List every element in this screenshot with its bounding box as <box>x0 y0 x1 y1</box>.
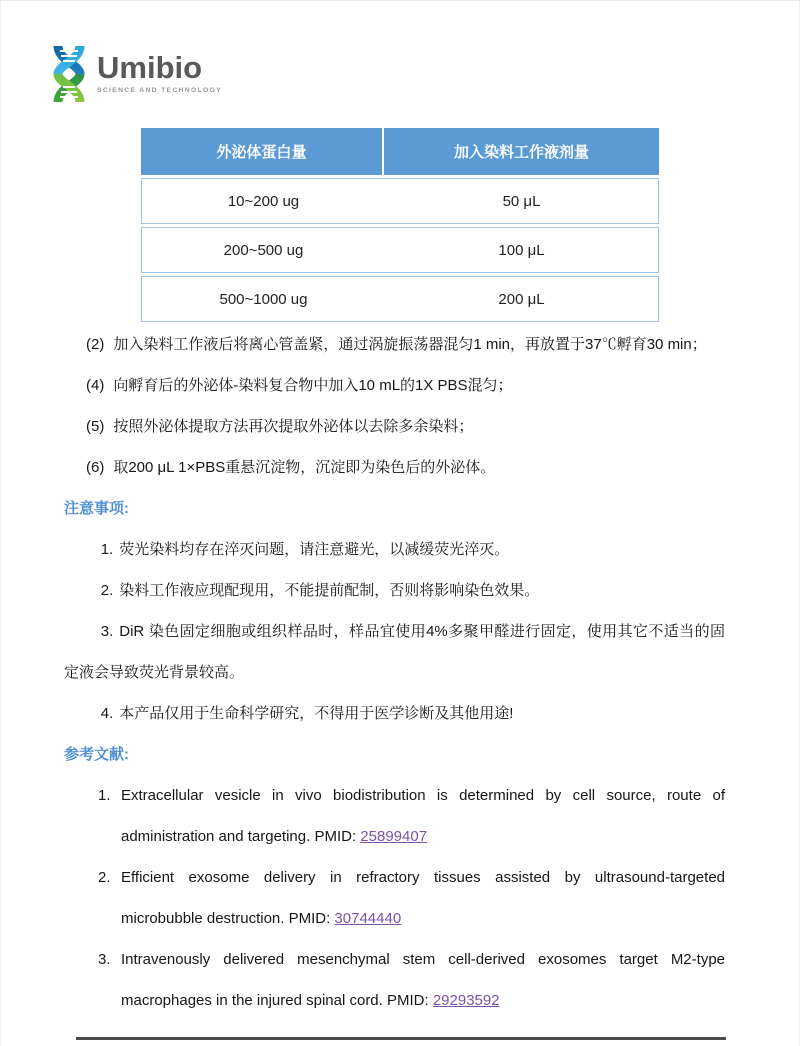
reference-number: 2. <box>98 869 111 886</box>
pmid-link[interactable]: 30744440 <box>334 910 402 927</box>
table-cell-protein: 10~200 ug <box>227 192 300 210</box>
step-text: 加入染料工作液后将离心管盖紧，通过涡旋振荡器混匀1 min，再放置于37℃孵育30 min； <box>113 336 707 353</box>
note-item <box>64 693 725 734</box>
dye-dosage-table <box>141 128 659 322</box>
section-heading-references: 参考文献: <box>64 746 129 763</box>
reference-citation: Efficient exosome delivery in refractory tissues assisted by ultrasound-targeted microbubble destruction. PMID: <box>121 869 725 927</box>
table-cell-volume: 200 μL <box>498 290 545 308</box>
note-text: DiR 染色固定细胞或组织样品时，样品宜使用4%多聚甲醛进行固定，使用其它不适当的固定液会导致荧光背景较高。 <box>64 623 725 681</box>
step-text: 按照外泌体提取方法再次提取外泌体以去除多余染料； <box>113 418 474 435</box>
footer-divider <box>76 1037 726 1040</box>
note-number: 3. <box>100 623 114 640</box>
reference-item <box>64 857 725 939</box>
reference-number: 1. <box>98 787 111 804</box>
document-body <box>64 324 725 1021</box>
note-text: 本产品仅用于生命科学研究，不得用于医学诊断及其他用途! <box>119 705 514 722</box>
brand-tagline: SCIENCE AND TECHNOLOGY <box>97 87 223 94</box>
note-number: 1. <box>100 541 114 558</box>
reference-number: 3. <box>98 951 111 968</box>
note-number: 2. <box>100 582 114 599</box>
reference-item <box>64 775 725 857</box>
protocol-step <box>64 365 725 406</box>
protocol-step <box>64 447 725 488</box>
table-row <box>141 276 659 322</box>
section-heading-notes: 注意事项: <box>64 500 129 517</box>
step-text: 向孵育后的外泌体-染料复合物中加入10 mL的1X PBS混匀； <box>113 377 513 394</box>
table-header-row <box>141 128 659 175</box>
step-number: (6) <box>86 459 105 476</box>
reference-citation: Extracellular vesicle in vivo biodistribution is determined by cell source, route of administration and targeting. PMID: <box>121 787 725 845</box>
reference-item <box>64 939 725 1021</box>
table-row <box>141 227 659 273</box>
note-text: 荧光染料均存在淬灭问题，请注意避光，以减缓荧光淬灭。 <box>119 541 510 558</box>
pmid-link[interactable]: 25899407 <box>360 828 428 845</box>
pmid-link[interactable]: 29293592 <box>432 992 500 1009</box>
note-text: 染料工作液应现配现用，不能提前配制，否则将影响染色效果。 <box>119 582 540 599</box>
note-item <box>64 570 725 611</box>
step-number: (2) <box>86 336 105 353</box>
table-cell-volume: 100 μL <box>498 241 545 259</box>
note-item <box>64 529 725 570</box>
table-header-protein: 外泌体蛋白量 <box>141 128 384 175</box>
note-number: 4. <box>100 705 114 722</box>
reference-citation: Intravenously delivered mesenchymal stem cell-derived exosomes target M2-type macrophages in the injured spinal cord. PMID: <box>121 951 725 1009</box>
protocol-step <box>64 324 725 365</box>
table-header-dye-volume: 加入染料工作液剂量 <box>453 144 589 161</box>
step-text: 取200 μL 1×PBS重悬沉淀物，沉淀即为染色后的外泌体。 <box>113 459 496 476</box>
note-item <box>64 611 725 693</box>
dna-helix-icon <box>49 45 89 103</box>
table-row <box>141 178 659 224</box>
step-number: (4) <box>86 377 105 394</box>
table-cell-protein: 500~1000 ug <box>219 290 308 308</box>
protocol-step <box>64 406 725 447</box>
reference-text <box>121 775 725 857</box>
table-cell-volume: 50 μL <box>502 192 541 210</box>
table-cell-protein: 200~500 ug <box>223 241 304 259</box>
reference-text <box>121 857 725 939</box>
brand-name: Umibio <box>97 50 203 85</box>
step-number: (5) <box>86 418 105 435</box>
reference-text <box>121 939 725 1021</box>
umibio-logo <box>49 45 222 103</box>
